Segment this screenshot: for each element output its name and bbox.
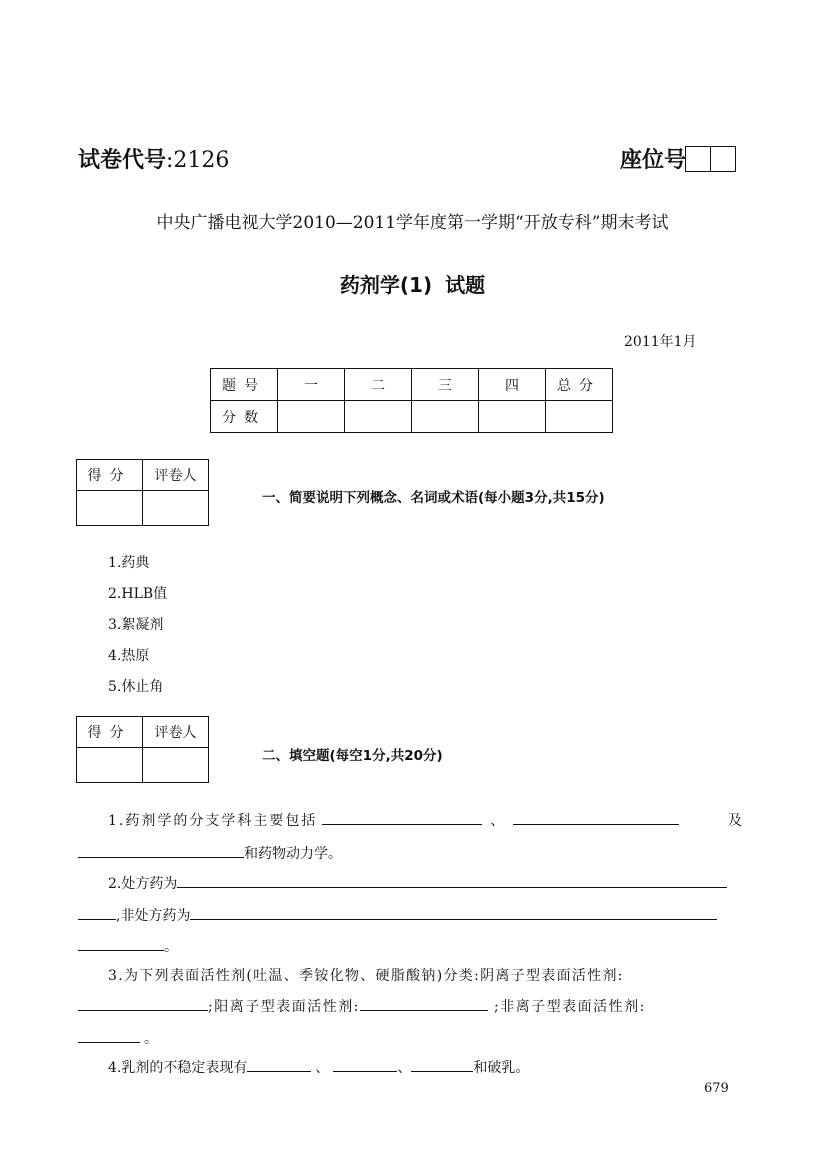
question-2-line-1 (108, 873, 727, 893)
separator: 、 (397, 1060, 412, 1076)
exam-date: 2011年1月 (624, 334, 697, 350)
answer-blank[interactable] (411, 1057, 473, 1072)
question-text: ,非处方药为 (116, 908, 191, 924)
exam-title: 中央广播电视大学2010—2011学年度第一学期“开放专科”期末考试 (156, 213, 669, 233)
score-cell[interactable] (412, 401, 479, 433)
seat-label: 座位号 (620, 148, 687, 173)
question-3-line-1 (108, 965, 748, 985)
question-2-line-3 (78, 936, 178, 956)
list-item: 4.热原 (108, 648, 150, 664)
question-text: ;非离子型表面活性剂: (493, 999, 646, 1015)
grader-name-cell[interactable] (143, 491, 209, 526)
list-item: 2.HLB值 (108, 586, 168, 602)
page-number: 679 (704, 1081, 729, 1096)
score-cell[interactable] (479, 401, 546, 433)
column-header: 二 (345, 369, 412, 401)
question-text: 和药物动力学。 (244, 846, 342, 862)
question-text: 2.处方药为 (108, 876, 178, 892)
column-header: 三 (412, 369, 479, 401)
question-4-line (108, 1057, 529, 1077)
grader-score-label: 得分 (77, 717, 143, 748)
answer-blank[interactable] (78, 936, 164, 951)
grader-box (76, 459, 209, 526)
question-text: 1.药剂学的分支学科主要包括 (108, 813, 318, 829)
separator: 、 (490, 813, 505, 829)
grader-score-cell[interactable] (77, 491, 143, 526)
answer-blank[interactable] (78, 1028, 140, 1043)
question-text: 3.为下列表面活性剂(吐温、季铵化物、硬脂酸钠)分类:阴离子型表面活性剂: (108, 968, 624, 984)
seat-number (620, 143, 736, 174)
grader-name-cell[interactable] (143, 748, 209, 783)
score-table-score-row (211, 401, 613, 433)
answer-blank[interactable] (177, 873, 727, 888)
question-number-label: 题号 (211, 369, 278, 401)
answer-blank[interactable] (333, 1057, 397, 1072)
question-text: 及 (728, 813, 742, 829)
grader-box (76, 716, 209, 783)
question-text: 。 (144, 1031, 158, 1047)
question-text: 4.乳剂的不稳定表现有 (108, 1060, 248, 1076)
score-table-header-row (211, 369, 613, 401)
grader-label: 评卷人 (143, 717, 209, 748)
list-item: 3.絮凝剂 (108, 617, 164, 633)
section-heading: 二、填空题(每空1分,共20分) (262, 748, 443, 764)
question-1-line-2 (78, 843, 342, 863)
question-3-line-3 (78, 1028, 158, 1048)
grader-label: 评卷人 (143, 460, 209, 491)
score-label: 分数 (211, 401, 278, 433)
answer-blank[interactable] (78, 843, 244, 858)
question-2-line-2 (78, 905, 717, 925)
question-text: 和破乳。 (473, 1060, 530, 1076)
answer-blank[interactable] (322, 810, 482, 825)
score-table (210, 368, 613, 433)
question-text: 。 (164, 939, 178, 955)
answer-blank[interactable] (360, 996, 488, 1011)
score-cell[interactable] (278, 401, 345, 433)
answer-blank[interactable] (247, 1057, 311, 1072)
question-text: ;阳离子型表面活性剂: (208, 999, 360, 1015)
score-cell[interactable] (345, 401, 412, 433)
separator: 、 (315, 1060, 330, 1076)
answer-blank[interactable] (78, 905, 116, 920)
question-3-line-2 (78, 996, 646, 1016)
score-cell[interactable] (546, 401, 613, 433)
seat-box-1[interactable] (685, 146, 711, 172)
seat-box-2[interactable] (710, 146, 736, 172)
section-heading: 一、简要说明下列概念、名词或术语(每小题3分,共15分) (262, 490, 605, 506)
paper-code (78, 143, 229, 174)
column-header: 四 (479, 369, 546, 401)
column-header: 一 (278, 369, 345, 401)
list-item: 5.休止角 (108, 679, 164, 695)
answer-blank[interactable] (78, 996, 208, 1011)
grader-score-cell[interactable] (77, 748, 143, 783)
column-header: 总分 (546, 369, 613, 401)
list-item: 1.药典 (108, 555, 150, 571)
paper-code-label: 试卷代号 (78, 148, 167, 173)
answer-blank[interactable] (190, 905, 717, 920)
answer-blank[interactable] (513, 810, 679, 825)
paper-title: 药剂学(1) 试题 (339, 273, 486, 297)
question-1-line-1 (108, 810, 748, 830)
grader-score-label: 得分 (77, 460, 143, 491)
paper-code-value: :2126 (166, 148, 230, 173)
